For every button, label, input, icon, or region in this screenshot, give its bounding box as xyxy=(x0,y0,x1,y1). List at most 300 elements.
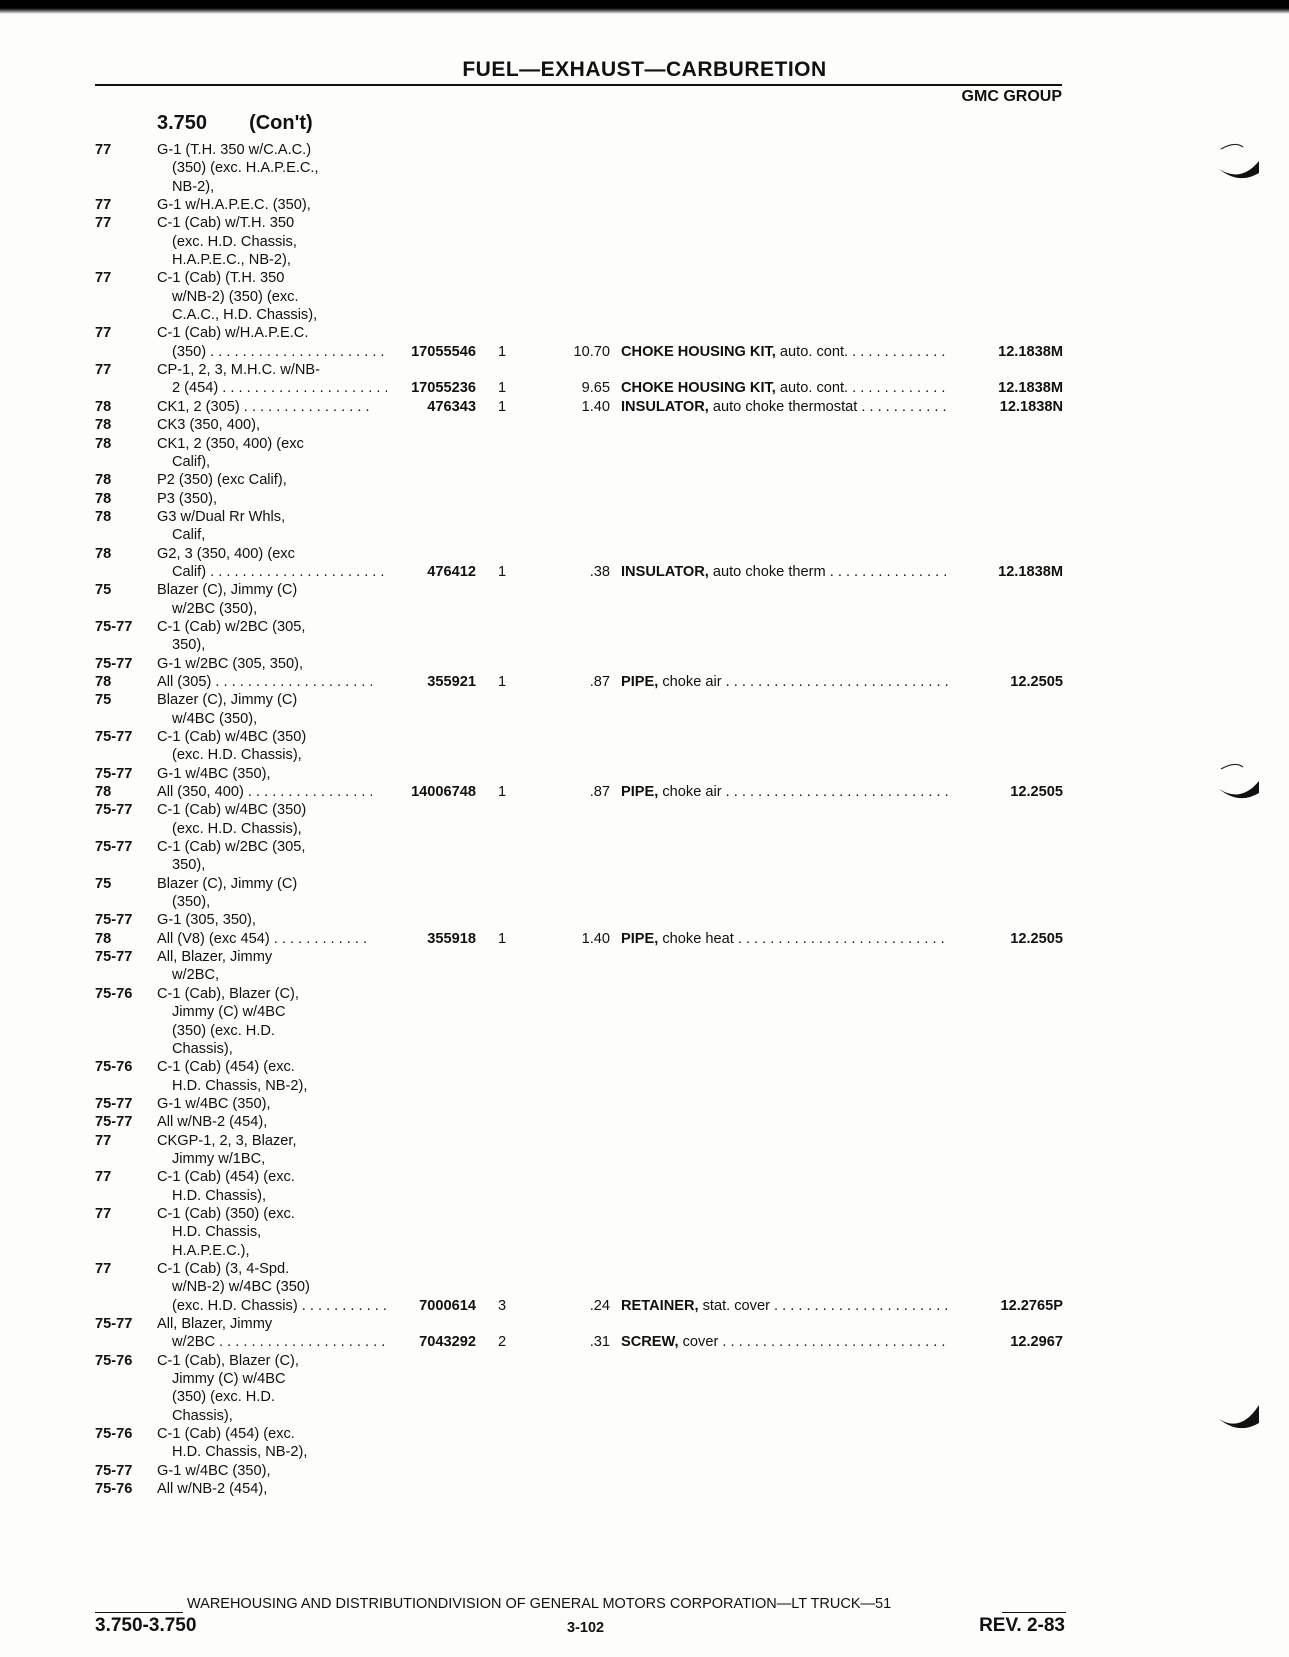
part-name-bold: CHOKE HOUSING KIT, xyxy=(621,380,776,397)
model-year: 78 xyxy=(95,784,112,801)
entry-line xyxy=(0,856,1289,874)
part-name-bold: PIPE, xyxy=(621,930,659,947)
title-rule xyxy=(95,84,1062,86)
application-text: w/NB-2) w/4BC (350) xyxy=(172,1279,310,1296)
model-year: 75-76 xyxy=(95,1059,133,1076)
entry-line xyxy=(0,1113,1289,1131)
entry-line xyxy=(0,710,1289,728)
entry-line xyxy=(0,1003,1289,1021)
entry-line xyxy=(0,379,1289,397)
entry-line xyxy=(0,453,1289,471)
entry-line xyxy=(0,545,1289,563)
model-year: 75-77 xyxy=(95,802,133,819)
entry-line xyxy=(0,966,1289,984)
quantity: 1 xyxy=(498,398,507,415)
entry-line xyxy=(0,655,1289,673)
application-text: Calif, xyxy=(172,527,206,544)
application-text: (350) (exc. H.A.P.E.C., xyxy=(172,160,319,177)
model-year: 75-77 xyxy=(95,949,133,966)
model-year: 78 xyxy=(95,435,112,452)
model-year: 75-76 xyxy=(95,985,133,1002)
entry-line xyxy=(0,893,1289,911)
entry-line xyxy=(0,471,1289,489)
part-name-detail: auto. cont. xyxy=(775,343,849,360)
application-text: C-1 (Cab) (3, 4-Spd. xyxy=(157,1260,290,1277)
parts-entry xyxy=(0,985,1289,1058)
application-text: CK1, 2 (350, 400) (exc xyxy=(157,435,304,452)
application-text: G-1 w/2BC (305, 350), xyxy=(157,655,304,672)
model-year: 77 xyxy=(95,1205,112,1222)
entry-line xyxy=(0,490,1289,508)
model-year: 78 xyxy=(95,490,112,507)
part-name-bold: RETAINER, xyxy=(621,1297,699,1314)
application-text: G-1 w/4BC (350), xyxy=(157,1462,271,1479)
footer-publisher: WAREHOUSING AND DISTRIBUTIONDIVISION OF GENERAL MOTORS CORPORATION—LT TRUCK—51 xyxy=(187,1596,892,1612)
parts-entry xyxy=(0,361,1289,398)
entry-line xyxy=(0,581,1289,599)
list-price: .38 xyxy=(589,563,610,580)
parts-entry xyxy=(0,691,1289,728)
application-text: w/NB-2) (350) (exc. xyxy=(172,288,299,305)
entry-line xyxy=(0,1022,1289,1040)
model-year: 77 xyxy=(95,325,112,342)
part-name-bold: SCREW, xyxy=(621,1334,679,1351)
model-year: 75 xyxy=(95,582,112,599)
model-year: 75-76 xyxy=(95,1352,133,1369)
application-text: Blazer (C), Jimmy (C) xyxy=(157,582,298,599)
parts-entry xyxy=(0,948,1289,985)
list-price: 1.40 xyxy=(581,398,610,415)
entry-line xyxy=(0,1205,1289,1223)
entry-line xyxy=(0,196,1289,214)
model-year: 75-77 xyxy=(95,839,133,856)
entry-line xyxy=(0,141,1289,159)
entry-line xyxy=(0,801,1289,819)
entry-line xyxy=(0,985,1289,1003)
application-text: All (V8) (exc 454) . . . xyxy=(157,930,372,948)
application-text: Calif), xyxy=(172,453,211,470)
entry-line xyxy=(0,398,1289,416)
part-name-bold: INSULATOR, xyxy=(621,563,709,580)
parts-entry xyxy=(0,765,1289,783)
parts-entry xyxy=(0,324,1289,361)
part-name-bold: PIPE, xyxy=(621,673,659,690)
part-name xyxy=(621,343,948,361)
parts-entry xyxy=(0,416,1289,434)
application-text: H.D. Chassis, xyxy=(172,1224,262,1241)
page-top-edge xyxy=(0,0,1289,14)
part-name-bold: CHOKE HOUSING KIT, xyxy=(621,343,776,360)
parts-entry xyxy=(0,875,1289,912)
parts-entry xyxy=(0,214,1289,269)
footer-revision: REV. 2-83 xyxy=(979,1615,1065,1636)
model-year: 75 xyxy=(95,692,112,709)
parts-entry xyxy=(0,398,1289,416)
application-text: P2 (350) (exc Calif), xyxy=(157,472,287,489)
parts-entry xyxy=(0,1132,1289,1169)
quantity: 2 xyxy=(498,1334,507,1351)
entry-line xyxy=(0,361,1289,379)
parts-entry xyxy=(0,1480,1289,1498)
part-name xyxy=(621,1333,948,1351)
entry-line xyxy=(0,435,1289,453)
entry-line xyxy=(0,838,1289,856)
application-text: Blazer (C), Jimmy (C) xyxy=(157,692,298,709)
part-name-detail: auto choke therm xyxy=(708,563,826,580)
model-year: 75-76 xyxy=(95,1481,133,1498)
section-note: (Con't) xyxy=(249,112,313,134)
parts-entry xyxy=(0,1058,1289,1095)
footer-section-range: 3.750-3.750 xyxy=(95,1615,197,1636)
model-year: 77 xyxy=(95,362,112,379)
parts-entry xyxy=(0,490,1289,508)
catalog-group-number: 12.1838N xyxy=(999,398,1063,415)
quantity: 1 xyxy=(498,380,507,397)
part-name-detail: choke air xyxy=(658,784,722,801)
application-text: w/4BC (350), xyxy=(172,710,258,727)
application-text: G-1 (305, 350), xyxy=(157,912,256,929)
application-text: G3 w/Dual Rr Whls, xyxy=(157,508,286,525)
part-name-bold: PIPE, xyxy=(621,784,659,801)
parts-entry xyxy=(0,545,1289,582)
entry-line xyxy=(0,948,1289,966)
application-text: (350), xyxy=(172,894,211,911)
entry-line xyxy=(0,526,1289,544)
list-price: 9.65 xyxy=(581,380,610,397)
application-text: G-1 (T.H. 350 w/C.A.C.) xyxy=(157,142,312,158)
part-name xyxy=(621,1297,948,1315)
application-text: CK3 (350, 400), xyxy=(157,417,261,434)
parts-entry xyxy=(0,1315,1289,1352)
parts-entry xyxy=(0,618,1289,655)
binder-hole-mark-bottom xyxy=(1213,1393,1263,1429)
part-number: 355918 xyxy=(427,930,476,947)
application-text: Jimmy (C) w/4BC xyxy=(172,1004,286,1021)
list-price: 1.40 xyxy=(581,930,610,947)
entry-line xyxy=(0,1443,1289,1461)
parts-entry xyxy=(0,581,1289,618)
quantity: 1 xyxy=(498,563,507,580)
application-text: G-1 w/4BC (350), xyxy=(157,1095,271,1112)
model-year: 78 xyxy=(95,930,112,947)
model-year: 75 xyxy=(95,875,112,892)
application-text: (350) . . . xyxy=(172,343,387,361)
entry-line xyxy=(0,911,1289,929)
parts-entry xyxy=(0,1095,1289,1113)
entry-line xyxy=(0,820,1289,838)
application-text: G-1 w/H.A.P.E.C. (350), xyxy=(157,197,311,214)
parts-entry xyxy=(0,1260,1289,1315)
application-text: H.A.P.E.C.), xyxy=(172,1242,250,1259)
application-text: w/2BC . . . xyxy=(172,1333,387,1351)
model-year: 78 xyxy=(95,417,112,434)
entry-line xyxy=(0,1352,1289,1370)
parts-entry xyxy=(0,435,1289,472)
parts-entry xyxy=(0,1462,1289,1480)
application-text: (350) (exc. H.D. xyxy=(172,1022,275,1039)
entry-line xyxy=(0,1315,1289,1333)
quantity: 1 xyxy=(498,784,507,801)
entry-line xyxy=(0,416,1289,434)
model-year: 77 xyxy=(95,142,112,158)
part-number: 476412 xyxy=(427,563,476,580)
model-year: 78 xyxy=(95,545,112,562)
part-name xyxy=(621,563,948,581)
quantity: 1 xyxy=(498,343,507,360)
list-price: .31 xyxy=(589,1334,610,1351)
footer-rule-left xyxy=(95,1612,183,1613)
parts-entry xyxy=(0,673,1289,691)
application-text: C-1 (Cab) w/2BC (305, xyxy=(157,618,306,635)
entry-line xyxy=(0,875,1289,893)
entry-line xyxy=(0,269,1289,287)
entry-line xyxy=(0,728,1289,746)
entry-line xyxy=(0,1370,1289,1388)
footer-rule-right xyxy=(1002,1612,1066,1613)
model-year: 75-77 xyxy=(95,1114,133,1131)
parts-list xyxy=(0,141,1289,1498)
entry-line xyxy=(0,1077,1289,1095)
application-text: C-1 (Cab) w/4BC (350) xyxy=(157,802,307,819)
parts-entry xyxy=(0,655,1289,673)
application-text: All (350, 400) . . . xyxy=(157,783,372,801)
application-text: C-1 (Cab) (T.H. 350 xyxy=(157,270,285,287)
application-text: CKGP-1, 2, 3, Blazer, xyxy=(157,1132,297,1149)
application-text: 350), xyxy=(172,637,206,654)
part-name-bold: INSULATOR, xyxy=(621,398,709,415)
model-year: 75-77 xyxy=(95,1462,133,1479)
parts-entry xyxy=(0,508,1289,545)
part-number: 17055236 xyxy=(411,380,476,397)
entry-line xyxy=(0,233,1289,251)
quantity: 1 xyxy=(498,673,507,690)
application-text: C-1 (Cab) (350) (exc. xyxy=(157,1205,295,1222)
model-year: 75-77 xyxy=(95,1316,133,1332)
entry-line xyxy=(0,324,1289,342)
application-text: H.A.P.E.C., NB-2), xyxy=(172,252,291,269)
part-number: 476343 xyxy=(427,398,476,415)
application-text: (350) (exc. H.D. xyxy=(172,1389,275,1406)
entry-line xyxy=(0,691,1289,709)
entry-line xyxy=(0,1407,1289,1425)
part-name xyxy=(621,783,948,801)
entry-line xyxy=(0,1040,1289,1058)
application-text: C.A.C., H.D. Chassis), xyxy=(172,307,318,324)
entry-line xyxy=(0,508,1289,526)
entry-line xyxy=(0,765,1289,783)
part-number: 355921 xyxy=(427,673,476,690)
part-name-detail: choke air xyxy=(658,673,722,690)
catalog-group-number: 12.1838M xyxy=(998,380,1063,397)
application-text: (exc. H.D. Chassis), xyxy=(172,820,302,837)
entry-line xyxy=(0,600,1289,618)
application-text: G-1 w/4BC (350), xyxy=(157,765,271,782)
application-text: 350), xyxy=(172,857,206,874)
catalog-group-number: 12.2505 xyxy=(1010,784,1063,801)
entry-line xyxy=(0,1425,1289,1443)
model-year: 75-77 xyxy=(95,765,133,782)
quantity: 1 xyxy=(498,930,507,947)
entry-line xyxy=(0,746,1289,764)
catalog-group-number: 12.2505 xyxy=(1010,930,1063,947)
entry-line xyxy=(0,251,1289,269)
parts-entry xyxy=(0,1352,1289,1425)
application-text: 2 (454) . . . xyxy=(172,379,387,397)
entry-line xyxy=(0,1480,1289,1498)
part-name xyxy=(621,930,948,948)
application-text: Chassis), xyxy=(172,1040,233,1057)
entry-line xyxy=(0,783,1289,801)
application-text: (exc. H.D. Chassis), xyxy=(172,747,302,764)
part-name xyxy=(621,379,948,397)
model-year: 75-76 xyxy=(95,1426,133,1443)
entry-line xyxy=(0,306,1289,324)
parts-entry xyxy=(0,269,1289,324)
model-year: 75-77 xyxy=(95,912,133,929)
application-text: Jimmy (C) w/4BC xyxy=(172,1371,286,1388)
entry-line xyxy=(0,1187,1289,1205)
application-text: H.D. Chassis, NB-2), xyxy=(172,1077,308,1094)
application-text: All w/NB-2 (454), xyxy=(157,1481,268,1498)
application-text: All, Blazer, Jimmy xyxy=(157,1316,273,1332)
entry-line xyxy=(0,636,1289,654)
application-text: P3 (350), xyxy=(157,490,218,507)
group-label: GMC GROUP xyxy=(961,88,1062,105)
model-year: 75-77 xyxy=(95,618,133,635)
application-text: w/2BC (350), xyxy=(172,600,258,617)
application-text: Calif) . . . xyxy=(172,563,387,581)
model-year: 77 xyxy=(95,1260,112,1277)
application-text: All, Blazer, Jimmy xyxy=(157,949,273,966)
application-text: G2, 3 (350, 400) (exc xyxy=(157,545,295,562)
application-text: C-1 (Cab) (454) (exc. xyxy=(157,1426,295,1443)
model-year: 77 xyxy=(95,215,112,232)
entry-line xyxy=(0,618,1289,636)
part-number: 7000614 xyxy=(419,1297,476,1314)
application-text: All (305) . . . xyxy=(157,673,372,691)
parts-entry xyxy=(0,1205,1289,1260)
parts-entry xyxy=(0,196,1289,214)
part-name-detail: auto choke thermostat xyxy=(708,398,858,415)
part-name-detail: auto. cont. xyxy=(775,380,849,397)
application-text: C-1 (Cab), Blazer (C), xyxy=(157,985,299,1002)
parts-entry xyxy=(0,801,1289,838)
application-text: C-1 (Cab) w/H.A.P.E.C. xyxy=(157,325,309,342)
catalog-group-number: 12.2765P xyxy=(1000,1297,1063,1314)
model-year: 77 xyxy=(95,1132,112,1149)
model-year: 75-77 xyxy=(95,655,133,672)
entry-line xyxy=(0,1132,1289,1150)
entry-line xyxy=(0,178,1289,196)
model-year: 78 xyxy=(95,472,112,489)
application-text: C-1 (Cab) w/2BC (305, xyxy=(157,839,306,856)
list-price: .87 xyxy=(589,784,610,801)
entry-line xyxy=(0,930,1289,948)
entry-line xyxy=(0,343,1289,361)
catalog-group-number: 12.2505 xyxy=(1010,673,1063,690)
entry-line xyxy=(0,1388,1289,1406)
application-text: C-1 (Cab) w/T.H. 350 xyxy=(157,215,295,232)
parts-entry xyxy=(0,838,1289,875)
catalog-group-number: 12.1838M xyxy=(998,563,1063,580)
quantity: 3 xyxy=(498,1297,507,1314)
entry-line xyxy=(0,563,1289,581)
entry-line xyxy=(0,214,1289,232)
entry-line xyxy=(0,1462,1289,1480)
application-text: C-1 (Cab) w/4BC (350) xyxy=(157,729,307,745)
parts-entry xyxy=(0,911,1289,929)
list-price: .87 xyxy=(589,673,610,690)
part-number: 7043292 xyxy=(419,1334,476,1351)
model-year: 78 xyxy=(95,673,112,690)
part-name xyxy=(621,673,948,691)
entry-line xyxy=(0,1297,1289,1315)
model-year: 75-77 xyxy=(95,729,133,745)
list-price: .24 xyxy=(589,1297,610,1314)
application-text: CK1, 2 (305) . . . xyxy=(157,398,372,416)
entry-line xyxy=(0,1278,1289,1296)
parts-entry xyxy=(0,1425,1289,1462)
application-text: All w/NB-2 (454), xyxy=(157,1114,268,1131)
page-title: FUEL—EXHAUST—CARBURETION xyxy=(462,58,827,81)
catalog-group-number: 12.1838M xyxy=(998,343,1063,360)
footer-page-number: 3-102 xyxy=(567,1620,605,1636)
part-name-detail: stat. cover xyxy=(698,1297,770,1314)
application-text: Blazer (C), Jimmy (C) xyxy=(157,875,298,892)
part-number: 17055546 xyxy=(411,343,476,360)
model-year: 77 xyxy=(95,197,112,214)
entry-line xyxy=(0,1242,1289,1260)
model-year: 75-77 xyxy=(95,1095,133,1112)
application-text: (exc. H.D. Chassis, xyxy=(172,233,297,250)
parts-entry xyxy=(0,728,1289,765)
entry-line xyxy=(0,1058,1289,1076)
application-text: w/2BC, xyxy=(172,967,220,984)
entry-line xyxy=(0,1260,1289,1278)
part-name xyxy=(621,398,948,416)
entry-line xyxy=(0,288,1289,306)
parts-entry xyxy=(0,471,1289,489)
part-name-detail: cover xyxy=(678,1334,719,1351)
section-heading xyxy=(157,112,355,135)
section-number: 3.750 xyxy=(157,112,208,134)
parts-entry xyxy=(0,1113,1289,1131)
application-text: H.D. Chassis), xyxy=(172,1187,267,1204)
application-text: (exc. H.D. Chassis) . . . xyxy=(172,1297,387,1315)
entry-line xyxy=(0,1333,1289,1351)
application-text: C-1 (Cab) (454) (exc. xyxy=(157,1059,295,1076)
model-year: 77 xyxy=(95,270,112,287)
part-name-detail: choke heat xyxy=(658,930,734,947)
parts-entry xyxy=(0,783,1289,801)
model-year: 77 xyxy=(95,1169,112,1186)
application-text: Chassis), xyxy=(172,1407,233,1424)
binder-hole-mark-middle xyxy=(1213,763,1263,799)
entry-line xyxy=(0,1223,1289,1241)
entry-line xyxy=(0,1150,1289,1168)
parts-entry xyxy=(0,930,1289,948)
catalog-group-number: 12.2967 xyxy=(1010,1334,1063,1351)
application-text: CP-1, 2, 3, M.H.C. w/NB- xyxy=(157,362,320,379)
binder-hole-mark-top xyxy=(1213,143,1263,179)
entry-line xyxy=(0,1168,1289,1186)
model-year: 78 xyxy=(95,398,112,415)
application-text: H.D. Chassis, NB-2), xyxy=(172,1444,308,1461)
entry-line xyxy=(0,673,1289,691)
entry-line xyxy=(0,159,1289,177)
application-text: NB-2), xyxy=(172,178,215,195)
application-text: C-1 (Cab), Blazer (C), xyxy=(157,1352,299,1369)
